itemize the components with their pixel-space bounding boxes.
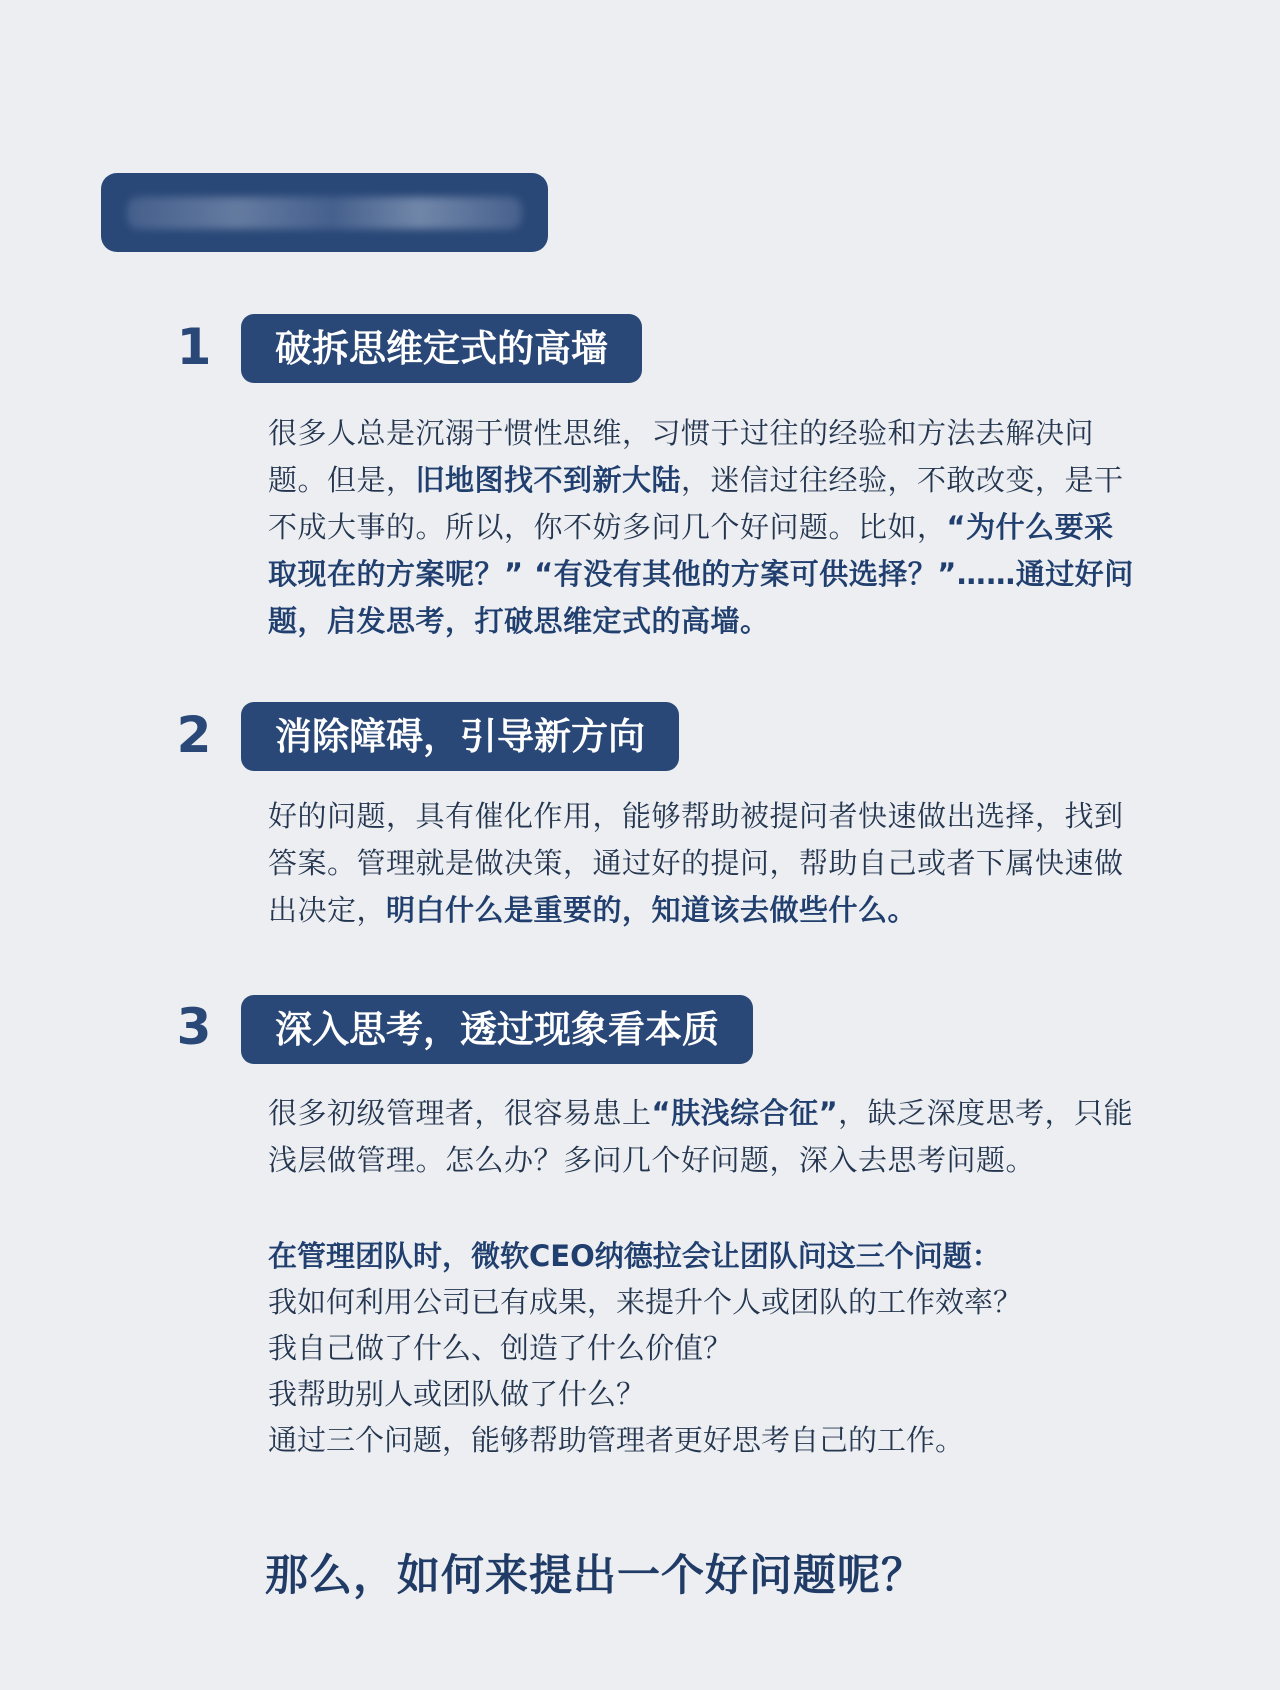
section-2-bold-phrase: 明白什么是重要的，知道该去做些什么。: [386, 893, 918, 927]
section-3-heading: 深入思考，透过现象看本质: [241, 995, 753, 1064]
section-1-paragraph: [268, 410, 1143, 645]
section-2-text: 好的问题，具有催化作用，能够帮助被提问者快速做出选择，找到答案。管理就是做决策，通过好的提问，帮助自己或者下属快速做出决定，: [268, 799, 1124, 927]
section-3-number: 3: [176, 998, 212, 1056]
section-3-bold-phrase: “肤浅综合征”: [651, 1096, 839, 1130]
blurred-title-text: [127, 197, 522, 229]
section-3-text: 很多初级管理者，很容易患上: [268, 1096, 652, 1130]
blurred-title-banner: [101, 173, 548, 252]
section-2-number: 2: [176, 706, 212, 764]
nadella-question-list: [268, 1233, 1143, 1463]
question-summary: 通过三个问题，能够帮助管理者更好思考自己的工作。: [268, 1423, 965, 1457]
section-3-text-continued: ，缺乏深度思考，只能浅层做管理。怎么办？多问几个好问题，深入去思考问题。: [268, 1096, 1134, 1177]
section-1-bold-questions: “为什么要采取现在的方案呢？” “有没有其他的方案可供选择？”……通过好问题，启发思考，打破思维定式的高墙。: [268, 510, 1134, 638]
section-1-bold-phrase: 旧地图找不到新大陆: [415, 463, 682, 497]
section-2-heading: 消除障碍，引导新方向: [241, 702, 679, 771]
question-item-3: 我帮助别人或团队做了什么？: [268, 1377, 646, 1411]
section-2-paragraph: [268, 793, 1143, 934]
section-1-number: 1: [176, 318, 212, 376]
question-list-intro: 在管理团队时，微软CEO纳德拉会让团队问这三个问题：: [268, 1239, 1001, 1273]
section-3-paragraph: [268, 1090, 1143, 1184]
section-1-text-continued: ，迷信过往经验，不敢改变，是干不成大事的。所以，你不妨多问几个好问题。比如，: [268, 463, 1124, 544]
closing-question: 那么，如何来提出一个好问题呢？: [265, 1551, 925, 1601]
question-item-2: 我自己做了什么、创造了什么价值？: [268, 1331, 733, 1365]
section-1-text: 很多人总是沉溺于惯性思维，习惯于过往的经验和方法去解决问题。但是，: [268, 416, 1095, 497]
section-1-heading: 破拆思维定式的高墙: [241, 314, 642, 383]
question-item-1: 我如何利用公司已有成果，来提升个人或团队的工作效率？: [268, 1285, 1023, 1319]
